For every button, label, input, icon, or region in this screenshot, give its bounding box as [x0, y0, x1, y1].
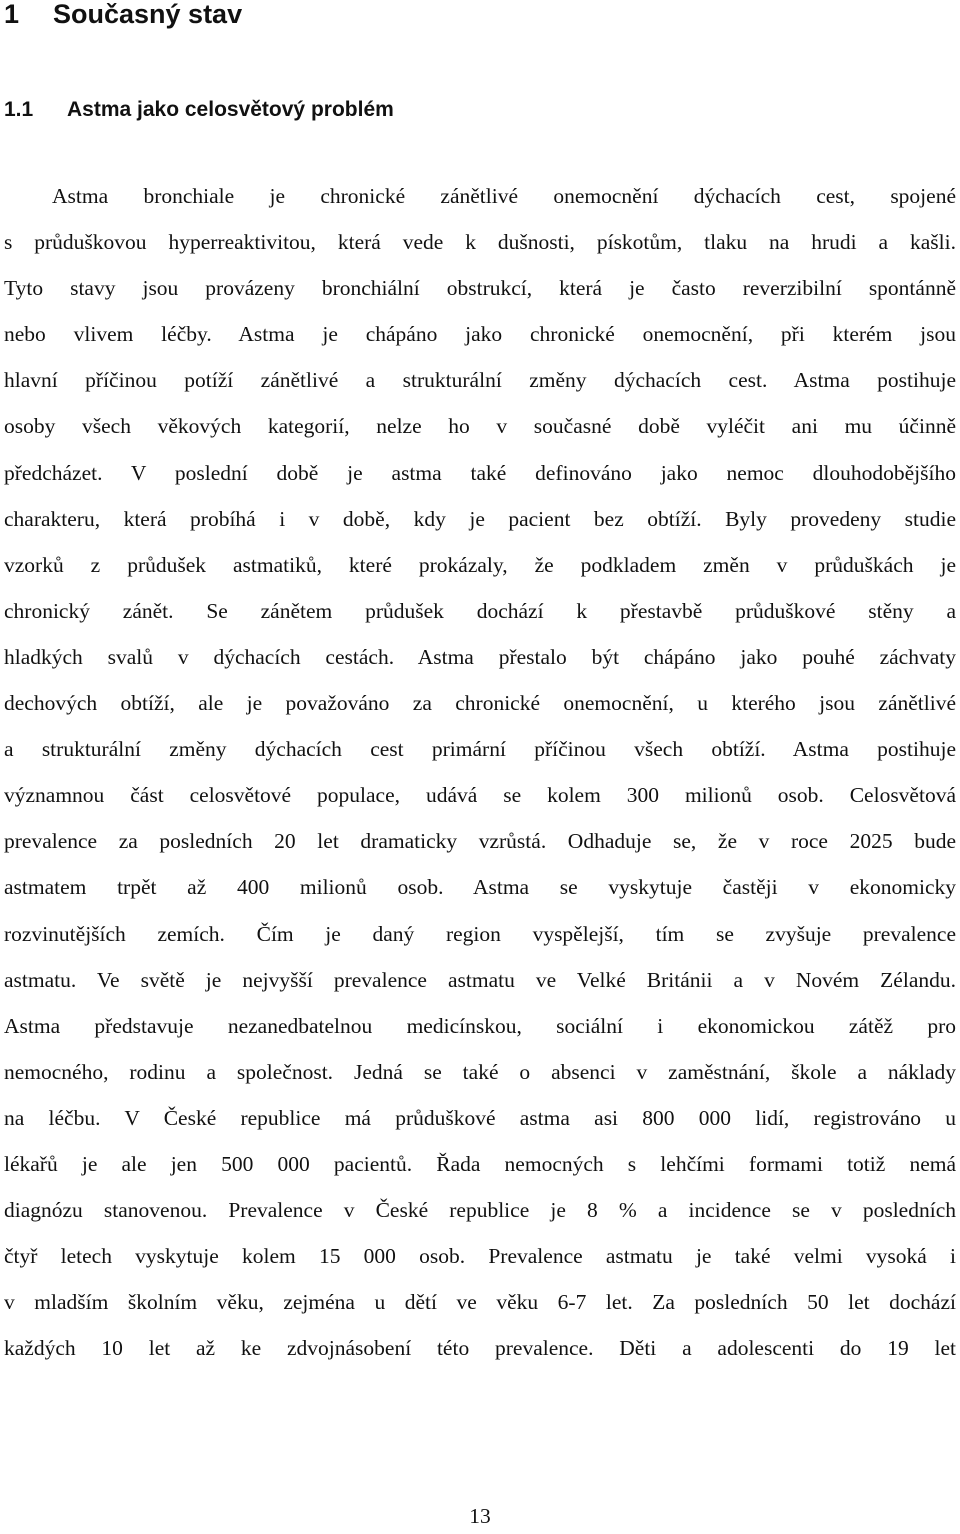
- paragraph-line: dechových obtíží, ale je považováno za chronické onemocnění, u kterého jsou zánětlivé: [4, 691, 956, 716]
- paragraph-line: diagnózu stanovenou. Prevalence v České republice je 8 % a incidence se v posledních: [4, 1198, 956, 1223]
- paragraph-line: hladkých svalů v dýchacích cestách. Astma přestalo být chápáno jako pouhé záchvaty: [4, 644, 956, 669]
- paragraph-line: na léčbu. V České republice má průduškové astma asi 800 000 lidí, registrováno u: [4, 1105, 956, 1130]
- paragraph-line: s průduškovou hyperreaktivitou, která vede k dušnosti, pískotům, tlaku na hrudi a kašli.: [4, 230, 956, 255]
- paragraph-line: astmatu. Ve světě je nejvyšší prevalence astmatu ve Velké Británii a v Novém Zélandu.: [4, 967, 956, 992]
- paragraph-line: Astma bronchiale je chronické zánětlivé onemocnění dýchacích cest, spojené: [52, 184, 956, 208]
- section-heading: [4, 92, 394, 128]
- paragraph-line: rozvinutějších zemích. Čím je daný region vyspělejší, tím se zvyšuje prevalence: [4, 921, 956, 946]
- section-number: 1.1: [4, 98, 34, 121]
- chapter-number: 1: [4, 0, 20, 29]
- chapter-title: Současný stav: [53, 0, 243, 29]
- paragraph-line: nemocného, rodinu a společnost. Jedná se také o absenci v zaměstnání, škole a náklady: [4, 1059, 956, 1084]
- paragraph-line: lékařů je ale jen 500 000 pacientů. Řada nemocných s lehčími formami totiž nemá: [4, 1151, 956, 1176]
- paragraph-line: Tyto stavy jsou provázeny bronchiální obstrukcí, která je často reverzibilní spontánně: [4, 276, 956, 301]
- paragraph-line: osoby všech věkových kategorií, nelze ho v současné době vyléčit ani mu účinně: [4, 414, 956, 439]
- paragraph-line: nebo vlivem léčby. Astma je chápáno jako chronické onemocnění, při kterém jsou: [4, 322, 956, 347]
- paragraph-line: charakteru, která probíhá i v době, kdy je pacient bez obtíží. Byly provedeny studie: [4, 506, 956, 531]
- paragraph-line: v mladším školním věku, zejména u dětí ve věku 6-7 let. Za posledních 50 let dochází: [4, 1290, 956, 1315]
- section-title: Astma jako celosvětový problém: [67, 98, 394, 121]
- paragraph-line: vzorků z průdušek astmatiků, které prokázaly, že podkladem změn v průduškách je: [4, 552, 956, 577]
- chapter-heading: [4, 0, 242, 34]
- paragraph-line: a strukturální změny dýchacích cest primární příčinou všech obtíží. Astma postihuje: [4, 737, 956, 762]
- paragraph-line: Astma představuje nezanedbatelnou medicínskou, sociální i ekonomickou zátěž pro: [4, 1013, 956, 1038]
- paragraph-line: významnou část celosvětové populace, udává se kolem 300 milionů osob. Celosvětová: [4, 783, 956, 808]
- paragraph-line: prevalence za posledních 20 let dramaticky vzrůstá. Odhaduje se, že v roce 2025 bude: [4, 829, 956, 854]
- paragraph-line: astmatem trpět až 400 milionů osob. Astma se vyskytuje častěji v ekonomicky: [4, 875, 956, 900]
- paragraph-line: čtyř letech vyskytuje kolem 15 000 osob. Prevalence astmatu je také velmi vysoká i: [4, 1244, 956, 1269]
- paragraph-line: chronický zánět. Se zánětem průdušek dochází k přestavbě průduškové stěny a: [4, 598, 956, 623]
- paragraph-line: každých 10 let až ke zdvojnásobení této prevalence. Děti a adolescenti do 19 let: [4, 1336, 956, 1361]
- body-paragraph: [4, 173, 956, 1371]
- page-number: 13: [469, 1504, 491, 1528]
- paragraph-line: předcházet. V poslední době je astma také definováno jako nemoc dlouhodobějšího: [4, 460, 956, 485]
- paragraph-line: hlavní příčinou potíží zánětlivé a strukturální změny dýchacích cest. Astma postihuje: [4, 368, 956, 393]
